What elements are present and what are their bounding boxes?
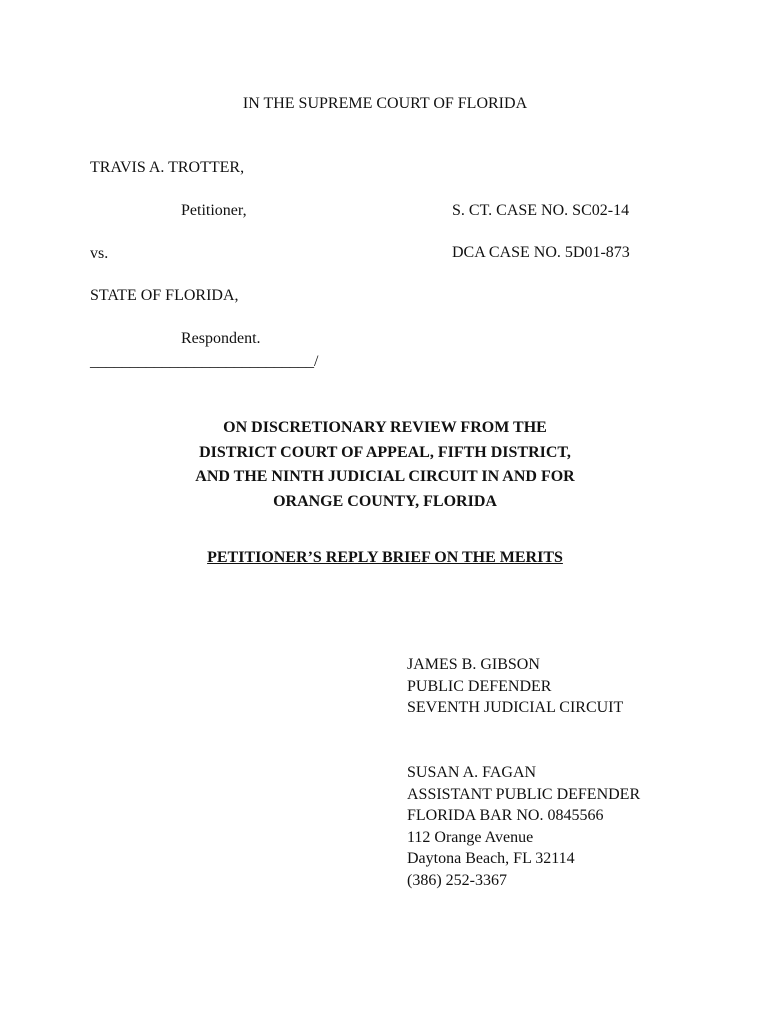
sct-case-number: S. CT. CASE NO. SC02-14 (452, 202, 630, 219)
assistant-line: 112 Orange Avenue (407, 828, 534, 846)
brief-title: PETITIONER’S REPLY BRIEF ON THE MERITS (207, 549, 563, 566)
assistant-line: ASSISTANT PUBLIC DEFENDER (407, 785, 641, 803)
public-defender-line: JAMES B. GIBSON (407, 656, 540, 673)
public-defender-line: SEVENTH JUDICIAL CIRCUIT (407, 699, 624, 717)
public-defender-block (407, 654, 623, 719)
assistant-line: FLORIDA BAR NO. 0845566 (407, 807, 604, 825)
assistant-line: Daytona Beach, FL 32114 (407, 850, 575, 868)
respondent-role: Respondent. (181, 330, 261, 347)
assistant-line: (386) 252-3367 (407, 871, 507, 889)
petitioner-role: Petitioner, (181, 202, 247, 219)
review-heading-line: ON DISCRETIONARY REVIEW FROM THE (223, 419, 547, 436)
review-heading-line: AND THE NINTH JUDICIAL CIRCUIT IN AND FOR (195, 468, 575, 485)
review-heading-line: ORANGE COUNTY, FLORIDA (273, 492, 497, 510)
public-defender-line: PUBLIC DEFENDER (407, 677, 552, 695)
review-heading-line: DISTRICT COURT OF APPEAL, FIFTH DISTRICT, (199, 443, 571, 461)
assistant-line: SUSAN A. FAGAN (407, 764, 537, 781)
petitioner-name: TRAVIS A. TROTTER, (90, 159, 245, 176)
court-heading: IN THE SUPREME COURT OF FLORIDA (242, 95, 528, 112)
respondent-name: STATE OF FLORIDA, (90, 287, 239, 304)
assistant-block (407, 762, 640, 892)
caption-closing-line: ____________________________/ (90, 353, 319, 370)
dca-case-number: DCA CASE NO. 5D01-873 (452, 244, 630, 261)
review-heading (0, 416, 770, 514)
versus: vs. (90, 245, 109, 262)
